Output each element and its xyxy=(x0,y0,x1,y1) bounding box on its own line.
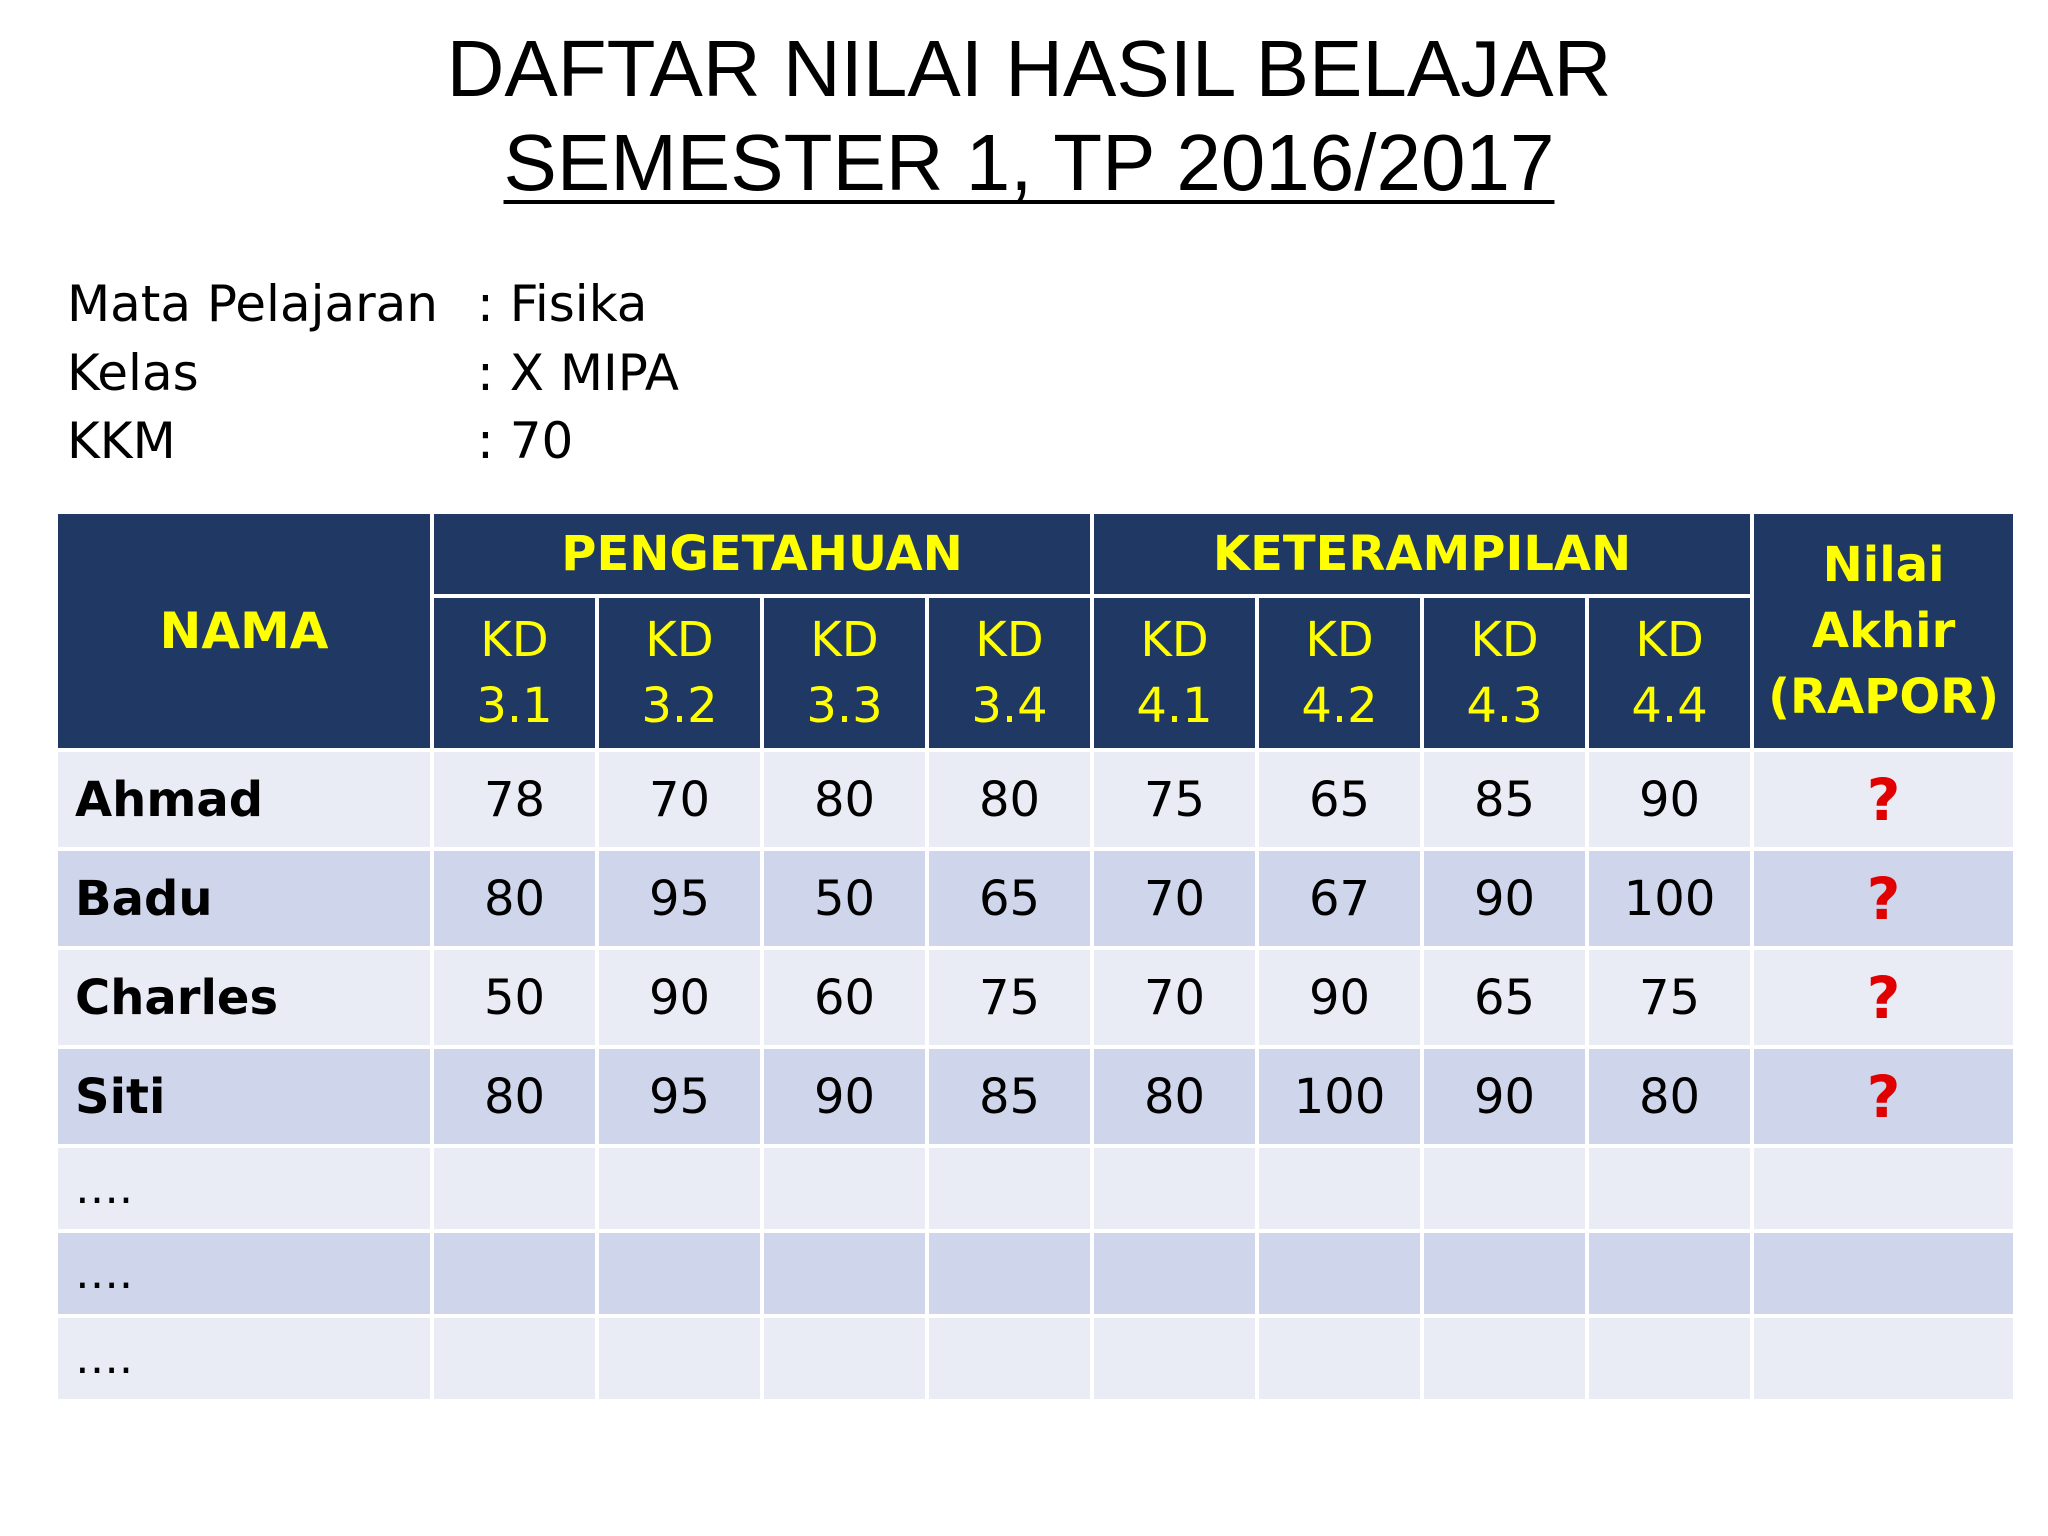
empty-cell xyxy=(1257,1316,1422,1401)
score-cell: 80 xyxy=(927,750,1092,849)
header-kd xyxy=(1092,596,1257,750)
score-cell: 75 xyxy=(1587,948,1752,1047)
header-kd xyxy=(432,596,597,750)
grades-table xyxy=(54,510,2017,1403)
score-cell: 100 xyxy=(1587,849,1752,948)
empty-cell xyxy=(432,1146,597,1231)
empty-cell xyxy=(1587,1316,1752,1401)
kd-number: 3.3 xyxy=(806,678,883,734)
empty-cell xyxy=(1422,1316,1587,1401)
score-cell: 90 xyxy=(1422,1047,1587,1146)
score-cell: 95 xyxy=(597,1047,762,1146)
empty-cell xyxy=(1257,1146,1422,1231)
student-name: Siti xyxy=(56,1047,432,1146)
header-kd xyxy=(1422,596,1587,750)
table-row-empty xyxy=(56,1231,2015,1316)
table-row xyxy=(56,750,2015,849)
student-name: Ahmad xyxy=(56,750,432,849)
score-cell: 67 xyxy=(1257,849,1422,948)
score-cell: 75 xyxy=(927,948,1092,1047)
kd-label: KD xyxy=(480,612,549,668)
score-cell: 80 xyxy=(762,750,927,849)
score-cell: 80 xyxy=(432,1047,597,1146)
header-kd xyxy=(1257,596,1422,750)
empty-cell xyxy=(762,1231,927,1316)
score-cell: 70 xyxy=(597,750,762,849)
score-cell: 90 xyxy=(597,948,762,1047)
table-row-empty xyxy=(56,1316,2015,1401)
final-score-cell: ? xyxy=(1752,948,2015,1047)
header-akhir-line: (RAPOR) xyxy=(1768,669,2000,725)
kd-label: KD xyxy=(645,612,714,668)
header-keterampilan: KETERAMPILAN xyxy=(1092,512,1752,596)
kd-label: KD xyxy=(1635,612,1704,668)
kd-number: 4.2 xyxy=(1301,678,1378,734)
student-name: Charles xyxy=(56,948,432,1047)
header-kd xyxy=(762,596,927,750)
ellipsis-placeholder: …. xyxy=(56,1231,432,1316)
kd-label: KD xyxy=(975,612,1044,668)
info-row-subject xyxy=(67,270,679,339)
kd-number: 4.4 xyxy=(1631,678,1708,734)
score-cell: 95 xyxy=(597,849,762,948)
info-label: KKM xyxy=(67,412,176,470)
ellipsis-placeholder: …. xyxy=(56,1316,432,1401)
score-cell: 60 xyxy=(762,948,927,1047)
header-akhir-line: Akhir xyxy=(1811,603,1956,659)
kd-number: 4.1 xyxy=(1136,678,1213,734)
header-nama: NAMA xyxy=(56,512,432,750)
empty-cell xyxy=(432,1231,597,1316)
info-block xyxy=(67,270,679,476)
score-cell: 90 xyxy=(1257,948,1422,1047)
score-cell: 100 xyxy=(1257,1047,1422,1146)
kd-number: 4.3 xyxy=(1466,678,1543,734)
empty-cell xyxy=(762,1316,927,1401)
page-title: DAFTAR NILAI HASIL BELAJAR xyxy=(446,24,1612,113)
header-kd xyxy=(927,596,1092,750)
score-cell: 75 xyxy=(1092,750,1257,849)
empty-cell xyxy=(1422,1146,1587,1231)
score-cell: 65 xyxy=(1422,948,1587,1047)
kd-label: KD xyxy=(810,612,879,668)
header-kd xyxy=(1587,596,1752,750)
score-cell: 50 xyxy=(432,948,597,1047)
score-cell: 70 xyxy=(1092,849,1257,948)
kd-label: KD xyxy=(1470,612,1539,668)
score-cell: 85 xyxy=(927,1047,1092,1146)
score-cell: 50 xyxy=(762,849,927,948)
table-row xyxy=(56,849,2015,948)
kd-number: 3.4 xyxy=(971,678,1048,734)
info-value: : X MIPA xyxy=(477,343,679,402)
score-cell: 90 xyxy=(1587,750,1752,849)
score-cell: 90 xyxy=(1422,849,1587,948)
kd-label: KD xyxy=(1140,612,1209,668)
empty-cell xyxy=(927,1146,1092,1231)
empty-cell xyxy=(597,1231,762,1316)
header-akhir-line: Nilai xyxy=(1822,537,1945,593)
kd-number: 3.2 xyxy=(641,678,718,734)
header-kd xyxy=(597,596,762,750)
empty-cell xyxy=(927,1316,1092,1401)
score-cell: 65 xyxy=(927,849,1092,948)
info-label: Mata Pelajaran xyxy=(67,275,438,333)
final-score-cell: ? xyxy=(1752,849,2015,948)
score-cell: 85 xyxy=(1422,750,1587,849)
final-score-cell: ? xyxy=(1752,1047,2015,1146)
empty-cell xyxy=(1752,1146,2015,1231)
header-pengetahuan: PENGETAHUAN xyxy=(432,512,1092,596)
score-cell: 78 xyxy=(432,750,597,849)
score-cell: 90 xyxy=(762,1047,927,1146)
empty-cell xyxy=(1092,1146,1257,1231)
header-nilai-akhir xyxy=(1752,512,2015,750)
info-value: : 70 xyxy=(477,412,574,470)
kd-label: KD xyxy=(1305,612,1374,668)
empty-cell xyxy=(1092,1231,1257,1316)
empty-cell xyxy=(597,1146,762,1231)
empty-cell xyxy=(432,1316,597,1401)
empty-cell xyxy=(1752,1231,2015,1316)
table-row-empty xyxy=(56,1146,2015,1231)
score-cell: 80 xyxy=(432,849,597,948)
empty-cell xyxy=(1752,1316,2015,1401)
empty-cell xyxy=(1587,1231,1752,1316)
score-cell: 70 xyxy=(1092,948,1257,1047)
empty-cell xyxy=(1257,1231,1422,1316)
subtitle-text: SEMESTER 1, TP 2016/2017 xyxy=(503,118,1555,207)
final-score-cell: ? xyxy=(1752,750,2015,849)
table-header xyxy=(56,512,2015,750)
info-row-kkm xyxy=(67,407,679,476)
table-row xyxy=(56,948,2015,1047)
info-value: : Fisika xyxy=(477,275,648,333)
kd-number: 3.1 xyxy=(476,678,553,734)
empty-cell xyxy=(762,1146,927,1231)
page-subtitle xyxy=(0,118,2048,207)
score-cell: 80 xyxy=(1092,1047,1257,1146)
table-row xyxy=(56,1047,2015,1146)
empty-cell xyxy=(597,1316,762,1401)
student-name: Badu xyxy=(56,849,432,948)
score-cell: 65 xyxy=(1257,750,1422,849)
table-body xyxy=(56,750,2015,1401)
empty-cell xyxy=(1092,1316,1257,1401)
empty-cell xyxy=(927,1231,1092,1316)
score-cell: 80 xyxy=(1587,1047,1752,1146)
info-label: Kelas xyxy=(67,343,199,402)
empty-cell xyxy=(1587,1146,1752,1231)
empty-cell xyxy=(1422,1231,1587,1316)
info-row-class xyxy=(67,339,679,408)
ellipsis-placeholder: …. xyxy=(56,1146,432,1231)
